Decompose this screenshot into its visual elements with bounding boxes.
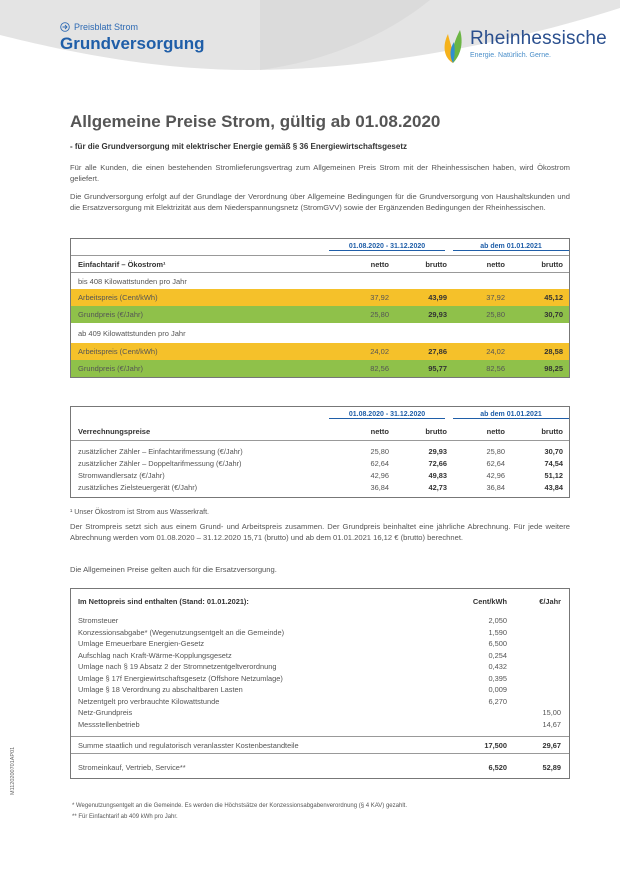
group-label: ab 409 Kilowattstunden pro Jahr (78, 328, 186, 338)
footnote-oekostrom: ¹ Unser Ökostrom ist Strom aus Wasserkraft. (70, 509, 209, 516)
table-row: Umlage § 18 Verordnung zu abschaltbaren Lasten 0,009 (78, 685, 507, 695)
notes-paragraph: Der Strompreis setzt sich aus einem Grund- und Arbeitspreis zusammen. Der Grundpreis beinhaltet eine jährliche Abrechnung. Für jede weitere Abrechnung werden vom 01.08.2020 – 31.12.2020 15,71 (brutto) und ab dem 01.01.2021 16,12 € (brutto) berechnet. (70, 522, 570, 542)
page-header-title: Grundversorgung (60, 34, 205, 53)
table-row: Grundpreis (€/Jahr) 25,80 29,93 25,80 30,70 (71, 306, 569, 323)
col-brutto: brutto (541, 259, 563, 269)
billing-header-row: Verrechnungspreise netto brutto netto brutto (71, 423, 569, 441)
service-row: Stromeinkauf, Vertrieb, Service** 6,520 52,89 (78, 762, 561, 772)
footnote-2: ** Für Einfachtarif ab 409 kWh pro Jahr. (72, 814, 178, 820)
billing-title: Verrechnungspreise (78, 427, 151, 436)
col-netto: netto (370, 259, 389, 269)
net-title: Im Nettopreis sind enthalten (Stand: 01.01.2021): (78, 596, 249, 606)
period-1: 01.08.2020 - 31.12.2020 (329, 243, 445, 251)
period-2: ab dem 01.01.2021 (453, 243, 569, 251)
tariff-header-row (71, 255, 569, 272)
table-row: Netzentgelt pro verbrauchte Kilowattstunde 6,270 (78, 696, 507, 706)
period-1: 01.08.2020 - 31.12.2020 (329, 411, 445, 419)
arrow-right-circle-icon (60, 22, 70, 32)
table-row: Stromsteuer 2,050 (78, 616, 507, 626)
table-row: Netz-Grundpreis 15,00 (78, 708, 561, 718)
logo-tagline: Energie. Natürlich. Gerne. (470, 52, 551, 59)
page-subtitle: - für die Grundversorgung mit elektrischer Energie gemäß § 36 Energiewirtschaftsgesetz (70, 142, 407, 151)
table-row: Umlage § 17f Energiewirtschaftsgesetz (Offshore Netzumlage) 0,395 (78, 673, 507, 683)
breadcrumb-label: Preisblatt Strom (74, 22, 139, 32)
period-header (71, 239, 569, 255)
table-row: Stromwandlersatz (€/Jahr) 42,96 49,83 42,96 51,12 (78, 470, 563, 480)
group-label: bis 408 Kilowattstunden pro Jahr (71, 272, 569, 289)
table-row: zusätzliches Zielsteuergerät (€/Jahr) 36,84 42,73 36,84 43,84 (78, 482, 563, 492)
net-header-row: Im Nettopreis sind enthalten (Stand: 01.01.2021): Cent/kWh €/Jahr (78, 596, 561, 606)
tariff-table (70, 238, 570, 378)
logo-name: Rheinhessische (470, 28, 607, 49)
table-row: Messstellenbetrieb 14,67 (78, 719, 561, 729)
billing-table (70, 406, 570, 498)
document-header (60, 22, 205, 54)
col-netto: netto (486, 259, 505, 269)
table-row: Grundpreis (€/Jahr) 82,56 95,77 82,56 98,25 (71, 360, 569, 377)
table-row: zusätzlicher Zähler – Doppeltarifmessung (€/Jahr) 62,64 72,66 62,64 74,54 (78, 458, 563, 468)
tariff-title: Einfachtarif – Ökostrom¹ (78, 259, 166, 269)
period-2: ab dem 01.01.2021 (453, 411, 569, 419)
col-brutto: brutto (425, 259, 447, 269)
table-row: Arbeitspreis (Cent/kWh) 37,92 43,99 37,92 45,12 (71, 289, 569, 306)
table-row: Umlage nach § 19 Absatz 2 der Stromnetzentgeltverordnung 0,432 (78, 662, 507, 672)
table-row: Umlage Erneuerbare Energien-Gesetz 6,500 (78, 639, 507, 649)
table-row: Arbeitspreis (Cent/kWh) 24,02 27,86 24,02 28,58 (71, 343, 569, 360)
table-row: zusätzlicher Zähler – Einfachtarifmessung (€/Jahr) 25,80 29,93 25,80 30,70 (78, 446, 563, 456)
intro-paragraph: Die Grundversorgung erfolgt auf der Grundlage der Verordnung über Allgemeine Bedingungen für die Grundversorgung von Haushaltskunden und die Ersatzversorgung mit Elektrizität aus dem Niederspannungsnetz (StromGVV) sowie der Ergänzenden Bedingungen der Rheinhessischen. (70, 192, 570, 212)
period-header (71, 407, 569, 423)
net-price-table (70, 588, 570, 779)
leaf-logo-icon (440, 28, 466, 64)
company-logo (440, 28, 607, 64)
footnote-1: * Wegenutzungsentgelt an die Gemeinde. Es werden die Höchstsätze der Konzessionsabgabenverordnung (§ 4 KAV) gezahlt. (72, 803, 407, 809)
intro-paragraph: Für alle Kunden, die einen bestehenden Stromlieferungsvertrag zum Allgemeinen Preis Strom mit der Rheinhessischen haben, wird Ökostrom geliefert. (70, 163, 570, 183)
table-row: Konzessionsabgabe* (Wegenutzungsentgelt an die Gemeinde) 1,590 (78, 627, 507, 637)
sum-row: Summe staatlich und regulatorisch veranlasster Kostenbestandteile 17,500 29,67 (71, 736, 569, 754)
document-code: M1120200701AP01 (10, 746, 16, 795)
notes-paragraph: Die Allgemeinen Preise gelten auch für die Ersatzversorgung. (70, 565, 277, 574)
breadcrumb (60, 22, 205, 32)
table-row: Aufschlag nach Kraft-Wärme-Kopplungsgesetz 0,254 (78, 650, 507, 660)
page-title: Allgemeine Preise Strom, gültig ab 01.08.2020 (70, 112, 441, 131)
